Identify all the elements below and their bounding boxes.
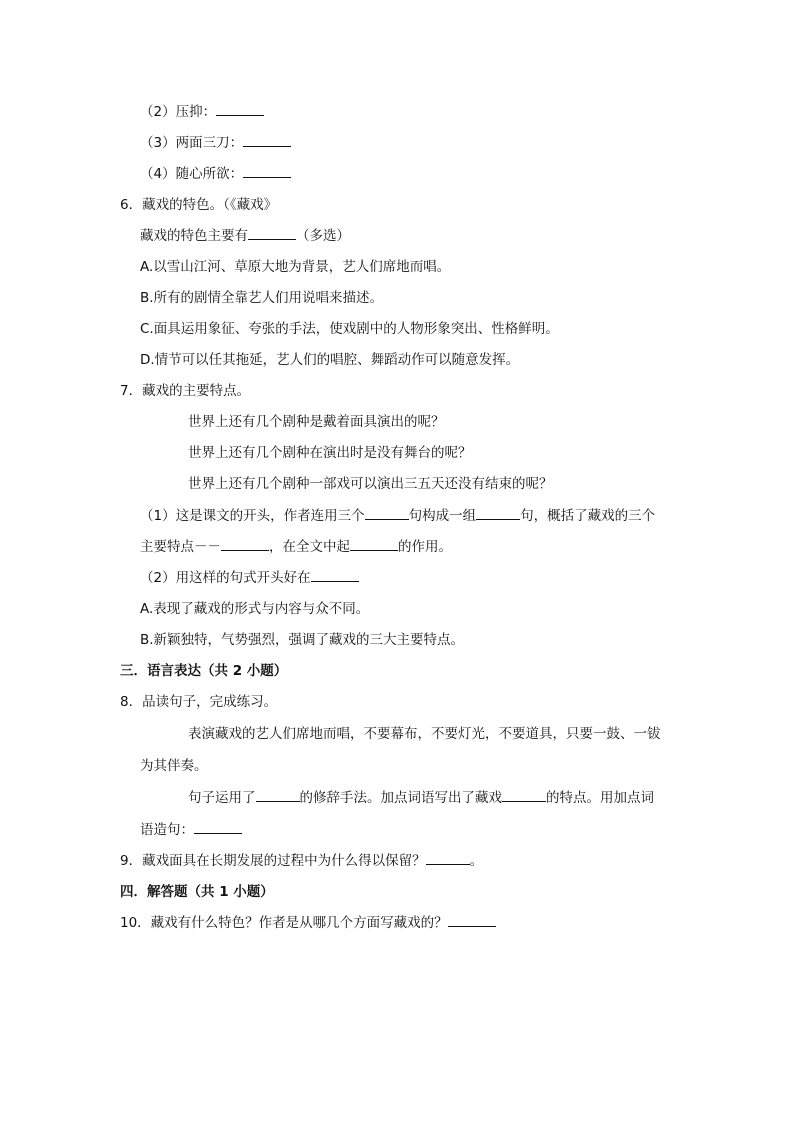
answer-blank[interactable]: [365, 507, 409, 520]
answer-blank[interactable]: [256, 789, 300, 802]
q5-item-3: （3）两面三刀：: [140, 134, 291, 152]
q7-quote-2: 世界上还有几个剧种在演出时是没有舞台的呢？: [188, 445, 472, 461]
answer-blank[interactable]: [248, 227, 296, 240]
answer-blank[interactable]: [502, 789, 546, 802]
answer-blank[interactable]: [243, 165, 291, 178]
answer-blank[interactable]: [448, 914, 496, 927]
q8-task-line-2: 语造句：: [140, 821, 242, 839]
answer-blank[interactable]: [194, 821, 242, 834]
q6-prompt: 藏戏的特色主要有 （多选）: [140, 228, 350, 244]
q6-option-b: B.所有的剧情全靠艺人们用说唱来描述。: [140, 290, 384, 306]
answer-blank[interactable]: [221, 538, 269, 551]
section-3-heading: 三．语言表达（共 2 小题）: [120, 663, 288, 679]
answer-blank[interactable]: [311, 569, 359, 582]
q7-quote-3: 世界上还有几个剧种一部戏可以演出三五天还没有结束的呢？: [188, 476, 553, 492]
q6-title: 6．藏戏的特色。（《藏戏》: [120, 197, 278, 213]
q5-item-4: （4）随心所欲：: [140, 165, 291, 183]
q8-sentence-line-2: 为其伴奏。: [140, 758, 208, 774]
answer-blank[interactable]: [243, 134, 291, 147]
q6-option-d: D.情节可以任其拖延，艺人们的唱腔、舞蹈动作可以随意发挥。: [140, 352, 520, 368]
q9-question: 9．藏戏面具在长期发展的过程中为什么得以保留？ 。: [120, 853, 484, 869]
q7-sub1-line1: （1）这是课文的开头，作者连用三个 句构成一组 句，概括了藏戏的三个: [140, 508, 656, 524]
q6-option-c: C.面具运用象征、夸张的手法，使戏剧中的人物形象突出、性格鲜明。: [140, 321, 559, 337]
section-4-heading: 四．解答题（共 1 小题）: [120, 884, 274, 900]
answer-blank[interactable]: [476, 507, 520, 520]
q8-sentence-line-1: 表演藏戏的艺人们席地而唱，不要幕布，不要灯光，不要道具，只要一鼓、一钹: [188, 726, 661, 742]
q8-task-line-1: 句子运用了 的修辞手法。加点词语写出了藏戏 的特点。用加点词: [188, 790, 654, 806]
q7-title: 7．藏戏的主要特点。: [120, 383, 251, 399]
q7-option-b: B.新颖独特，气势强烈，强调了藏戏的三大主要特点。: [140, 632, 465, 648]
q5-item-2: （2）压抑：: [140, 103, 264, 121]
q7-sub1-line2: 主要特点－－ ，在全文中起 的作用。: [140, 539, 452, 555]
q6-option-a: A.以雪山江河、草原大地为背景，艺人们席地而唱。: [140, 259, 451, 275]
answer-blank[interactable]: [350, 538, 398, 551]
answer-blank[interactable]: [426, 852, 470, 865]
q8-title: 8．品读句子，完成练习。: [120, 694, 278, 710]
q7-sub2: （2）用这样的句式开头好在: [140, 569, 359, 587]
q10-question: 10．藏戏有什么特色？作者是从哪几个方面写藏戏的？: [120, 914, 496, 932]
answer-blank[interactable]: [216, 103, 264, 116]
q7-quote-1: 世界上还有几个剧种是戴着面具演出的呢？: [188, 414, 445, 430]
q7-option-a: A.表现了藏戏的形式与内容与众不同。: [140, 601, 370, 617]
